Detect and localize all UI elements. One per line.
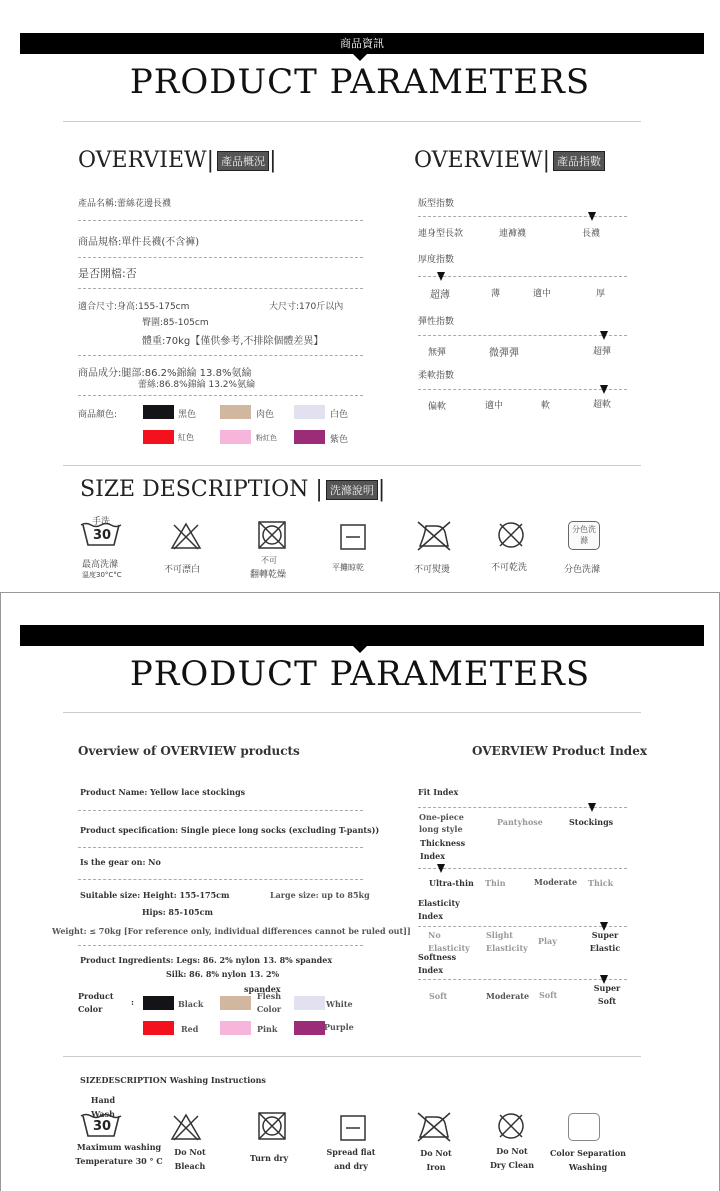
icon-caption: Do Not Iron — [420, 1148, 452, 1172]
icon-caption: 不可乾洗 — [491, 563, 528, 573]
index-option: 厚 — [596, 289, 606, 299]
bottom-softness-label: Softness Index — [418, 952, 457, 975]
top-size-large: 大尺寸:170斤以內 — [269, 302, 344, 312]
divider — [78, 945, 363, 946]
bottom-colors-colon: : — [131, 997, 134, 1007]
bottom-gear: Is the gear on: No — [80, 857, 161, 867]
icon-caption: Color Separation Washing — [549, 1148, 626, 1172]
index-option: Soft — [429, 991, 448, 1001]
index-option: 連身型長款 — [418, 229, 464, 239]
icon-caption: Do Not Bleach — [174, 1147, 206, 1171]
index-line — [418, 926, 627, 927]
index-option: 超彈 — [593, 347, 612, 357]
color-label: Red — [181, 1024, 199, 1034]
index-option: 偏軟 — [428, 402, 447, 412]
divider — [78, 288, 363, 289]
top-header-bar-label: 商品資訊 — [340, 37, 384, 50]
color-swatch-flesh — [220, 405, 251, 419]
index-marker — [437, 864, 445, 873]
color-separation-box-text: 分色洗滌 — [572, 525, 596, 545]
bottom-ingredients-spandex: spandex — [244, 984, 281, 994]
top-colors-label: 商品顏色: — [78, 410, 118, 420]
icon-caption: 翻轉乾燥 — [250, 570, 287, 580]
no-tumble-dry-icon — [257, 520, 287, 550]
no-bleach-icon — [170, 522, 202, 550]
hand-wash-label: Hand Wash — [90, 1095, 116, 1119]
color-label: 黑色 — [178, 410, 197, 420]
index-option: Play — [538, 936, 557, 946]
index-option: Super Elastic — [589, 930, 621, 953]
icon-caption: 最高洗滌 — [82, 560, 119, 570]
divider — [78, 257, 363, 258]
color-swatch-pink — [220, 430, 251, 444]
icon-caption: Maximum washing Temperature 30 ° C — [75, 1142, 163, 1166]
bottom-overview-right-heading: OVERVIEW Product Index — [472, 744, 647, 758]
top-page-title: PRODUCT PARAMETERS — [129, 62, 591, 102]
color-swatch-white — [294, 405, 325, 419]
index-option: 無彈 — [428, 348, 447, 358]
color-label: 肉色 — [256, 410, 275, 420]
index-line — [418, 335, 627, 336]
divider — [78, 220, 363, 221]
no-iron-icon — [416, 1111, 452, 1143]
top-ingredients: 商品成分:腿部:86.2%錦綸 13.8%氨綸 — [78, 368, 252, 379]
color-swatch-red — [143, 1021, 174, 1035]
bottom-thickness-label: Thickness Index — [420, 838, 466, 861]
index-line — [418, 868, 627, 869]
no-iron-icon — [416, 520, 452, 552]
top-size-hips: 臀圍:85-105cm — [142, 318, 209, 328]
bottom-header-bar — [20, 625, 704, 646]
color-swatch-purple — [294, 1021, 325, 1035]
wash-temp-badge: 30 — [93, 1119, 112, 1134]
index-option: 適中 — [485, 401, 504, 411]
index-option: 超軟 — [593, 400, 612, 410]
bottom-elasticity-label: Elasticity Index — [418, 898, 460, 921]
index-option: 軟 — [541, 401, 551, 411]
bottom-size-heading: SIZEDESCRIPTION Washing Instructions — [80, 1075, 266, 1085]
index-marker — [588, 803, 596, 812]
color-label: Flesh Color — [256, 991, 282, 1014]
icon-caption: Do Not Dry Clean — [489, 1146, 535, 1170]
no-bleach-icon — [170, 1113, 202, 1141]
divider — [78, 810, 363, 811]
bottom-size-large: Large size: up to 85kg — [270, 890, 370, 900]
bottom-size-height: Suitable size: Height: 155-175cm — [80, 890, 230, 900]
index-marker — [437, 272, 445, 281]
color-label: 白色 — [330, 410, 349, 420]
divider — [78, 879, 363, 880]
index-option: Moderate — [534, 877, 578, 887]
top-size-heading: SIZE DESCRIPTION | 洗滌說明 | — [80, 477, 386, 502]
index-option: Thin — [485, 878, 506, 888]
color-swatch-black — [143, 405, 174, 419]
top-thickness-label: 厚度指數 — [418, 255, 455, 265]
index-option: Pantyhose — [497, 817, 543, 827]
bottom-product-name: Product Name: Yellow lace stockings — [80, 787, 246, 797]
color-label: Black — [178, 999, 204, 1009]
index-marker — [600, 331, 608, 340]
index-option: 微彈彈 — [489, 348, 519, 359]
top-size-tag: 洗滌說明 — [326, 480, 378, 500]
color-label: Pink — [257, 1024, 278, 1034]
index-option: 適中 — [533, 289, 552, 299]
index-option: Stockings — [569, 817, 614, 827]
index-option: Soft — [539, 990, 558, 1000]
index-marker — [588, 212, 596, 221]
color-label: Purple — [324, 1022, 354, 1032]
no-tumble-dry-icon — [257, 1111, 287, 1141]
bottom-ingredients: Product Ingredients: Legs: 86. 2% nylon 13. 8% spandex — [80, 955, 333, 965]
bottom-fit-label: Fit Index — [418, 787, 459, 797]
bottom-size-weight: Weight: ≤ 70kg [For reference only, individual differences cannot be ruled out]] — [52, 926, 411, 936]
icon-caption: 不可熨燙 — [414, 565, 451, 575]
divider — [78, 847, 363, 848]
color-label: 紫色 — [330, 435, 349, 445]
color-label: 紅色 — [178, 433, 194, 442]
color-swatch-flesh — [220, 996, 251, 1010]
top-size-height: 適合尺寸:身高:155-175cm — [78, 302, 190, 312]
bottom-header-notch — [353, 646, 367, 653]
icon-caption: 分色洗滌 — [564, 565, 601, 575]
top-crotch: 是否開檔:否 — [78, 267, 137, 280]
top-fit-label: 版型指數 — [418, 199, 455, 209]
divider — [78, 355, 363, 356]
color-separation-icon — [568, 1113, 600, 1141]
icon-caption: 溫度30°C°C — [82, 571, 122, 579]
color-swatch-white — [294, 996, 325, 1010]
index-option: 長襪 — [582, 229, 601, 239]
bottom-colors-label: Product Color — [78, 991, 114, 1014]
index-option: 薄 — [491, 289, 501, 299]
top-overview-left-heading: OVERVIEW| 產品概況 | — [78, 148, 277, 173]
index-option: Super Soft — [593, 983, 621, 1006]
color-swatch-purple — [294, 430, 325, 444]
top-size-divider — [63, 465, 641, 466]
index-option: One-piece long style — [419, 812, 464, 834]
bottom-overview-left-heading: Overview of OVERVIEW products — [78, 744, 300, 758]
color-swatch-black — [143, 996, 174, 1010]
color-swatch-pink — [220, 1021, 251, 1035]
index-marker — [600, 385, 608, 394]
top-overview-left-tag: 產品概況 — [217, 151, 269, 171]
bottom-size-divider — [63, 1056, 641, 1057]
no-dry-clean-icon — [496, 520, 526, 550]
icon-caption: 不可漂白 — [164, 565, 201, 575]
top-header-notch — [353, 54, 367, 61]
index-option: Moderate — [486, 991, 530, 1001]
divider — [78, 395, 363, 396]
index-line — [418, 979, 627, 980]
top-product-name: 產品名稱:蕾絲花邊長襪 — [78, 199, 172, 209]
index-option: 連褲襪 — [499, 229, 527, 239]
top-ingredients-silk: 蕾絲:86.8%錦綸 13.2%氨綸 — [138, 380, 256, 390]
bottom-page-title: PRODUCT PARAMETERS — [129, 654, 591, 694]
index-option: Thick — [588, 878, 614, 888]
dry-flat-icon — [340, 524, 366, 550]
index-line — [418, 276, 627, 277]
color-swatch-red — [143, 430, 174, 444]
top-elasticity-label: 彈性指數 — [418, 317, 455, 327]
bottom-ingredients-silk: Silk: 86. 8% nylon 13. 2% — [166, 969, 280, 979]
index-line — [418, 389, 627, 390]
top-size-weight: 體重:70kg【僅供參考,不排除個體差異】 — [142, 336, 324, 347]
top-overview-right-tag: 產品指數 — [553, 151, 605, 171]
index-option: Ultra-thin — [429, 878, 474, 888]
color-separation-icon — [568, 521, 600, 550]
hand-wash-label: 手洗 — [92, 517, 111, 527]
no-dry-clean-icon — [496, 1111, 526, 1141]
top-overview-right-heading: OVERVIEW| 產品指數 — [414, 148, 605, 173]
index-option: 超薄 — [430, 290, 450, 301]
index-option: Slight Elasticity — [486, 930, 528, 953]
index-option: No Elasticity — [428, 930, 470, 953]
bottom-product-spec: Product specification: Single piece long socks (excluding T-pants)) — [80, 825, 380, 835]
wash-temp-badge: 30 — [93, 528, 112, 543]
icon-caption: Turn dry — [249, 1153, 289, 1163]
bottom-title-divider — [63, 712, 641, 713]
top-product-spec: 商品規格:單件長襪(不含褲) — [78, 237, 200, 248]
top-softness-label: 柔軟指數 — [418, 371, 455, 381]
bottom-size-hips: Hips: 85-105cm — [142, 907, 213, 917]
color-label: 粉紅色 — [256, 434, 277, 442]
top-header-bar — [20, 33, 704, 54]
color-label: White — [326, 999, 353, 1009]
top-title-divider — [63, 121, 641, 122]
icon-caption: 平攤晾乾 — [332, 563, 364, 572]
dry-flat-icon — [340, 1115, 366, 1141]
icon-caption: Spread flat and dry — [326, 1147, 376, 1171]
icon-caption: 不可 — [261, 556, 277, 565]
